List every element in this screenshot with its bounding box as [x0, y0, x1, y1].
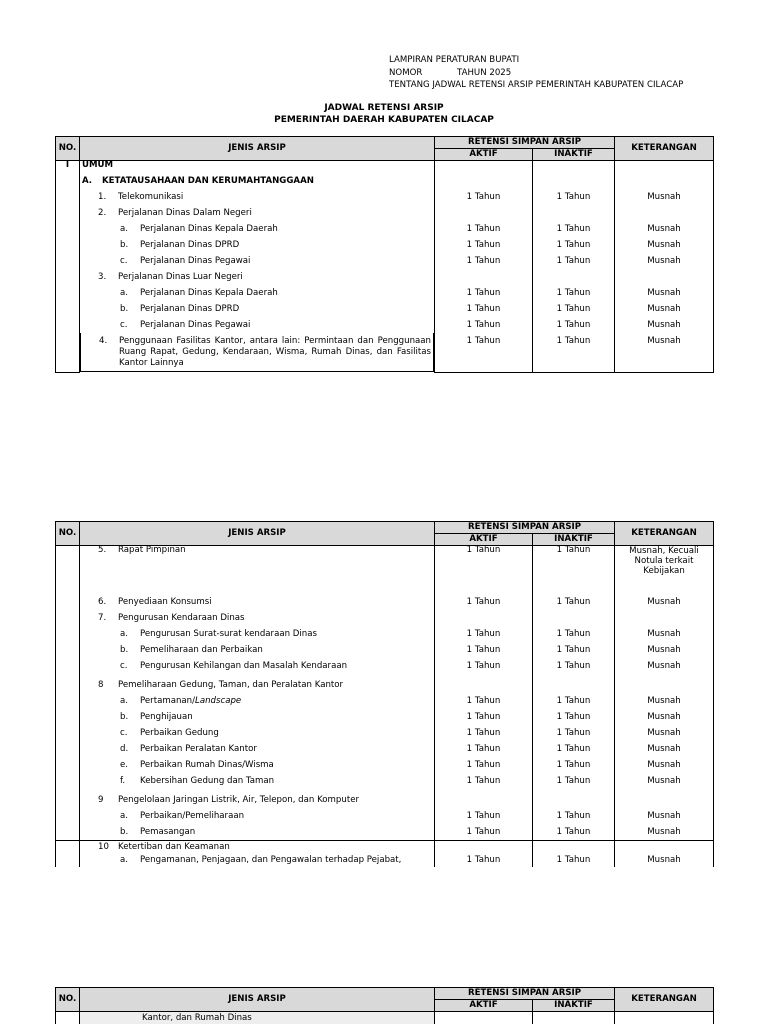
cell-keterangan [615, 840, 714, 853]
cell-aktif: 1 Tahun [435, 725, 533, 741]
cell-keterangan: Musnah [615, 741, 714, 757]
list-item: a. Pertamanan/Landscape [80, 693, 435, 709]
list-item: a. Perbaikan/Pemeliharaan [80, 808, 435, 824]
table-row [56, 221, 714, 237]
list-item: 7. Pengurusan Kendaraan Dinas [80, 610, 435, 626]
cell-keterangan: Musnah [615, 253, 714, 269]
cell-inaktif: 1 Tahun [533, 741, 615, 757]
cell-keterangan: Musnah [615, 189, 714, 205]
list-item: 1. Telekomunikasi [80, 189, 435, 205]
lampiran-nomor [389, 67, 683, 80]
list-item: f. Kebersihan Gedung dan Taman [80, 773, 435, 789]
cell-inaktif: 1 Tahun [533, 773, 615, 789]
table-row [56, 642, 714, 658]
list-item: 3. Perjalanan Dinas Luar Negeri [80, 269, 435, 285]
title-line1: JADWAL RETENSI ARSIP [324, 103, 444, 113]
cell-inaktif: 1 Tahun [533, 626, 615, 642]
table-row [56, 674, 714, 693]
section-no: I [56, 161, 80, 171]
list-item: e. Perbaikan Rumah Dinas/Wisma [80, 757, 435, 773]
header-inaktif: INAKTIF [533, 534, 615, 546]
cell-inaktif [533, 789, 615, 808]
cell-aktif: 1 Tahun [435, 253, 533, 269]
table-row [56, 285, 714, 301]
lampiran-line1: LAMPIRAN PERATURAN BUPATI [389, 55, 520, 65]
list-item: 8 Pemeliharaan Gedung, Taman, dan Peralatan Kantor [80, 674, 435, 693]
header-aktif: AKTIF [435, 149, 533, 161]
cell-keterangan: Musnah [615, 221, 714, 237]
cell-inaktif: 1 Tahun [533, 253, 615, 269]
cell-keterangan [615, 674, 714, 693]
list-item: c. Perjalanan Dinas Pegawai [80, 317, 435, 333]
retention-table-page3 [55, 987, 714, 1024]
cell-aktif: 1 Tahun [435, 626, 533, 642]
header-no: NO. [56, 522, 80, 546]
lampiran-line3: TENTANG JADWAL RETENSI ARSIP PEMERINTAH KABUPATEN CILACAP [389, 80, 684, 90]
cell-inaktif: 1 Tahun [533, 725, 615, 741]
cell-inaktif: 1 Tahun [533, 853, 615, 867]
header-retensi: RETENSI SIMPAN ARSIP [435, 522, 615, 534]
table-row [56, 626, 714, 642]
cell-keterangan: Musnah [615, 824, 714, 841]
cell-keterangan: Musnah [615, 693, 714, 709]
list-item: a. Pengamanan, Penjagaan, dan Pengawalan terhadap Pejabat, [80, 853, 435, 867]
list-item: b. Perjalanan Dinas DPRD [80, 237, 435, 253]
list-item: 10 Ketertiban dan Keamanan [80, 840, 435, 853]
cell-aktif: 1 Tahun [435, 808, 533, 824]
cell-keterangan: Musnah, Kecuali Notula terkait Kebijakan [615, 546, 714, 594]
table-row [56, 161, 714, 171]
cell-keterangan: Musnah [615, 333, 714, 372]
header-inaktif: INAKTIF [533, 1000, 615, 1012]
cell-inaktif: 1 Tahun [533, 189, 615, 205]
table-row [56, 658, 714, 674]
cell-aktif: 1 Tahun [435, 237, 533, 253]
list-item: 2. Perjalanan Dinas Dalam Negeri [80, 205, 435, 221]
table-row [56, 840, 714, 853]
cell-inaktif: 1 Tahun [533, 301, 615, 317]
header-no: NO. [56, 988, 80, 1012]
header-jenis: JENIS ARSIP [80, 137, 435, 161]
list-item: c. Perbaikan Gedung [80, 725, 435, 741]
tahun-label: TAHUN 2025 [457, 67, 512, 78]
table-row [56, 253, 714, 269]
cell-aktif: 1 Tahun [435, 853, 533, 867]
cell-inaktif: 1 Tahun [533, 237, 615, 253]
cell-keterangan [615, 269, 714, 285]
cell-keterangan: Musnah [615, 594, 714, 610]
table-row [56, 301, 714, 317]
cell-aktif: 1 Tahun [435, 333, 533, 372]
table-row [56, 546, 714, 594]
cell-aktif: 1 Tahun [435, 741, 533, 757]
table-row [56, 853, 714, 867]
header-no: NO. [56, 137, 80, 161]
cell-aktif: 1 Tahun [435, 221, 533, 237]
cell-keterangan: Musnah [615, 301, 714, 317]
table-row [56, 773, 714, 789]
cell-inaktif: 1 Tahun [533, 658, 615, 674]
cell-aktif [435, 789, 533, 808]
cell-keterangan [615, 789, 714, 808]
subsection-label: A. KETATAUSAHAAN DAN KERUMAHTANGGAAN [80, 170, 435, 189]
cell-keterangan: Musnah [615, 725, 714, 741]
lampiran-header [389, 54, 683, 92]
cell-aktif [435, 205, 533, 221]
list-item: b. Penghijauan [80, 709, 435, 725]
table-row [56, 594, 714, 610]
cell-keterangan: Musnah [615, 709, 714, 725]
cell-inaktif: 1 Tahun [533, 546, 615, 594]
table-row [56, 333, 714, 372]
section-label: UMUM [80, 161, 435, 171]
cell-aktif: 1 Tahun [435, 317, 533, 333]
cell-aktif: 1 Tahun [435, 546, 533, 594]
cell-aktif: 1 Tahun [435, 658, 533, 674]
list-item: c. Perjalanan Dinas Pegawai [80, 253, 435, 269]
cell-inaktif: 1 Tahun [533, 594, 615, 610]
cell-inaktif: 1 Tahun [533, 808, 615, 824]
header-retensi: RETENSI SIMPAN ARSIP [435, 137, 615, 149]
table-row [56, 808, 714, 824]
list-item: a. Perjalanan Dinas Kepala Daerah [80, 285, 435, 301]
table-row [56, 237, 714, 253]
list-item: 4. Penggunaan Fasilitas Kantor, antara lain: Permintaan dan Penggunaan Ruang Rapat, Gedung, Kendaraan, Wisma, Rumah Dinas, dan Fasilitas Kantor Lainnya [80, 333, 434, 372]
cell-inaktif: 1 Tahun [533, 333, 615, 372]
cell-aktif [435, 269, 533, 285]
cell-aktif: 1 Tahun [435, 189, 533, 205]
cell-aktif [435, 610, 533, 626]
table-row [56, 709, 714, 725]
cell-aktif: 1 Tahun [435, 824, 533, 841]
cell-inaktif: 1 Tahun [533, 285, 615, 301]
list-item: b. Perjalanan Dinas DPRD [80, 301, 435, 317]
cell-keterangan: Musnah [615, 317, 714, 333]
retention-table-page2 [55, 521, 714, 867]
list-item: a. Pengurusan Surat-surat kendaraan Dinas [80, 626, 435, 642]
cell-keterangan: Musnah [615, 237, 714, 253]
list-item: 6. Penyediaan Konsumsi [80, 594, 435, 610]
cell-inaktif: 1 Tahun [533, 642, 615, 658]
table-row [56, 269, 714, 285]
cell-keterangan [615, 205, 714, 221]
cell-inaktif: 1 Tahun [533, 824, 615, 841]
document-title [0, 102, 768, 126]
table-row [56, 824, 714, 841]
table-row [56, 205, 714, 221]
cell-aktif: 1 Tahun [435, 301, 533, 317]
cell-aktif: 1 Tahun [435, 642, 533, 658]
header-keterangan: KETERANGAN [615, 522, 714, 546]
cell-inaktif [533, 205, 615, 221]
list-item: Kantor, dan Rumah Dinas [80, 1012, 435, 1024]
list-item: b. Pemeliharaan dan Perbaikan [80, 642, 435, 658]
cell-inaktif: 1 Tahun [533, 693, 615, 709]
table-row [56, 610, 714, 626]
cell-keterangan: Musnah [615, 658, 714, 674]
header-inaktif: INAKTIF [533, 149, 615, 161]
header-keterangan: KETERANGAN [615, 137, 714, 161]
header-aktif: AKTIF [435, 1000, 533, 1012]
cell-inaktif [533, 674, 615, 693]
list-item: 9 Pengelolaan Jaringan Listrik, Air, Telepon, dan Komputer [80, 789, 435, 808]
header-retensi: RETENSI SIMPAN ARSIP [435, 988, 615, 1000]
cell-aktif: 1 Tahun [435, 285, 533, 301]
table-row [56, 725, 714, 741]
cell-keterangan: Musnah [615, 757, 714, 773]
cell-inaktif [533, 610, 615, 626]
cell-keterangan: Musnah [615, 626, 714, 642]
nomor-label: NOMOR [389, 67, 423, 78]
list-item: d. Perbaikan Peralatan Kantor [80, 741, 435, 757]
table-row [56, 1012, 714, 1024]
cell-inaktif: 1 Tahun [533, 221, 615, 237]
title-line2: PEMERINTAH DAERAH KABUPATEN CILACAP [274, 115, 494, 125]
cell-inaktif: 1 Tahun [533, 709, 615, 725]
table-row [56, 317, 714, 333]
list-item: b. Pemasangan [80, 824, 435, 841]
table-row [56, 789, 714, 808]
cell-keterangan: Musnah [615, 285, 714, 301]
header-jenis: JENIS ARSIP [80, 522, 435, 546]
retention-table-page1 [55, 136, 714, 373]
cell-inaktif [533, 269, 615, 285]
cell-keterangan: Musnah [615, 853, 714, 867]
header-jenis: JENIS ARSIP [80, 988, 435, 1012]
table-row [56, 189, 714, 205]
cell-aktif: 1 Tahun [435, 773, 533, 789]
cell-inaktif: 1 Tahun [533, 757, 615, 773]
cell-keterangan: Musnah [615, 642, 714, 658]
cell-keterangan: Musnah [615, 808, 714, 824]
cell-aktif: 1 Tahun [435, 594, 533, 610]
cell-aktif: 1 Tahun [435, 757, 533, 773]
list-item: a. Perjalanan Dinas Kepala Daerah [80, 221, 435, 237]
cell-aktif: 1 Tahun [435, 709, 533, 725]
table-row [56, 693, 714, 709]
header-aktif: AKTIF [435, 534, 533, 546]
header-keterangan: KETERANGAN [615, 988, 714, 1012]
cell-keterangan [615, 610, 714, 626]
table-row [56, 741, 714, 757]
cell-aktif [435, 840, 533, 853]
list-item: c. Pengurusan Kehilangan dan Masalah Kendaraan [80, 658, 435, 674]
table-row [56, 757, 714, 773]
cell-aktif [435, 674, 533, 693]
cell-keterangan: Musnah [615, 773, 714, 789]
cell-inaktif [533, 840, 615, 853]
table-row [56, 170, 714, 189]
cell-inaktif: 1 Tahun [533, 317, 615, 333]
list-item: 5. Rapat Pimpinan [80, 546, 435, 594]
cell-aktif: 1 Tahun [435, 693, 533, 709]
